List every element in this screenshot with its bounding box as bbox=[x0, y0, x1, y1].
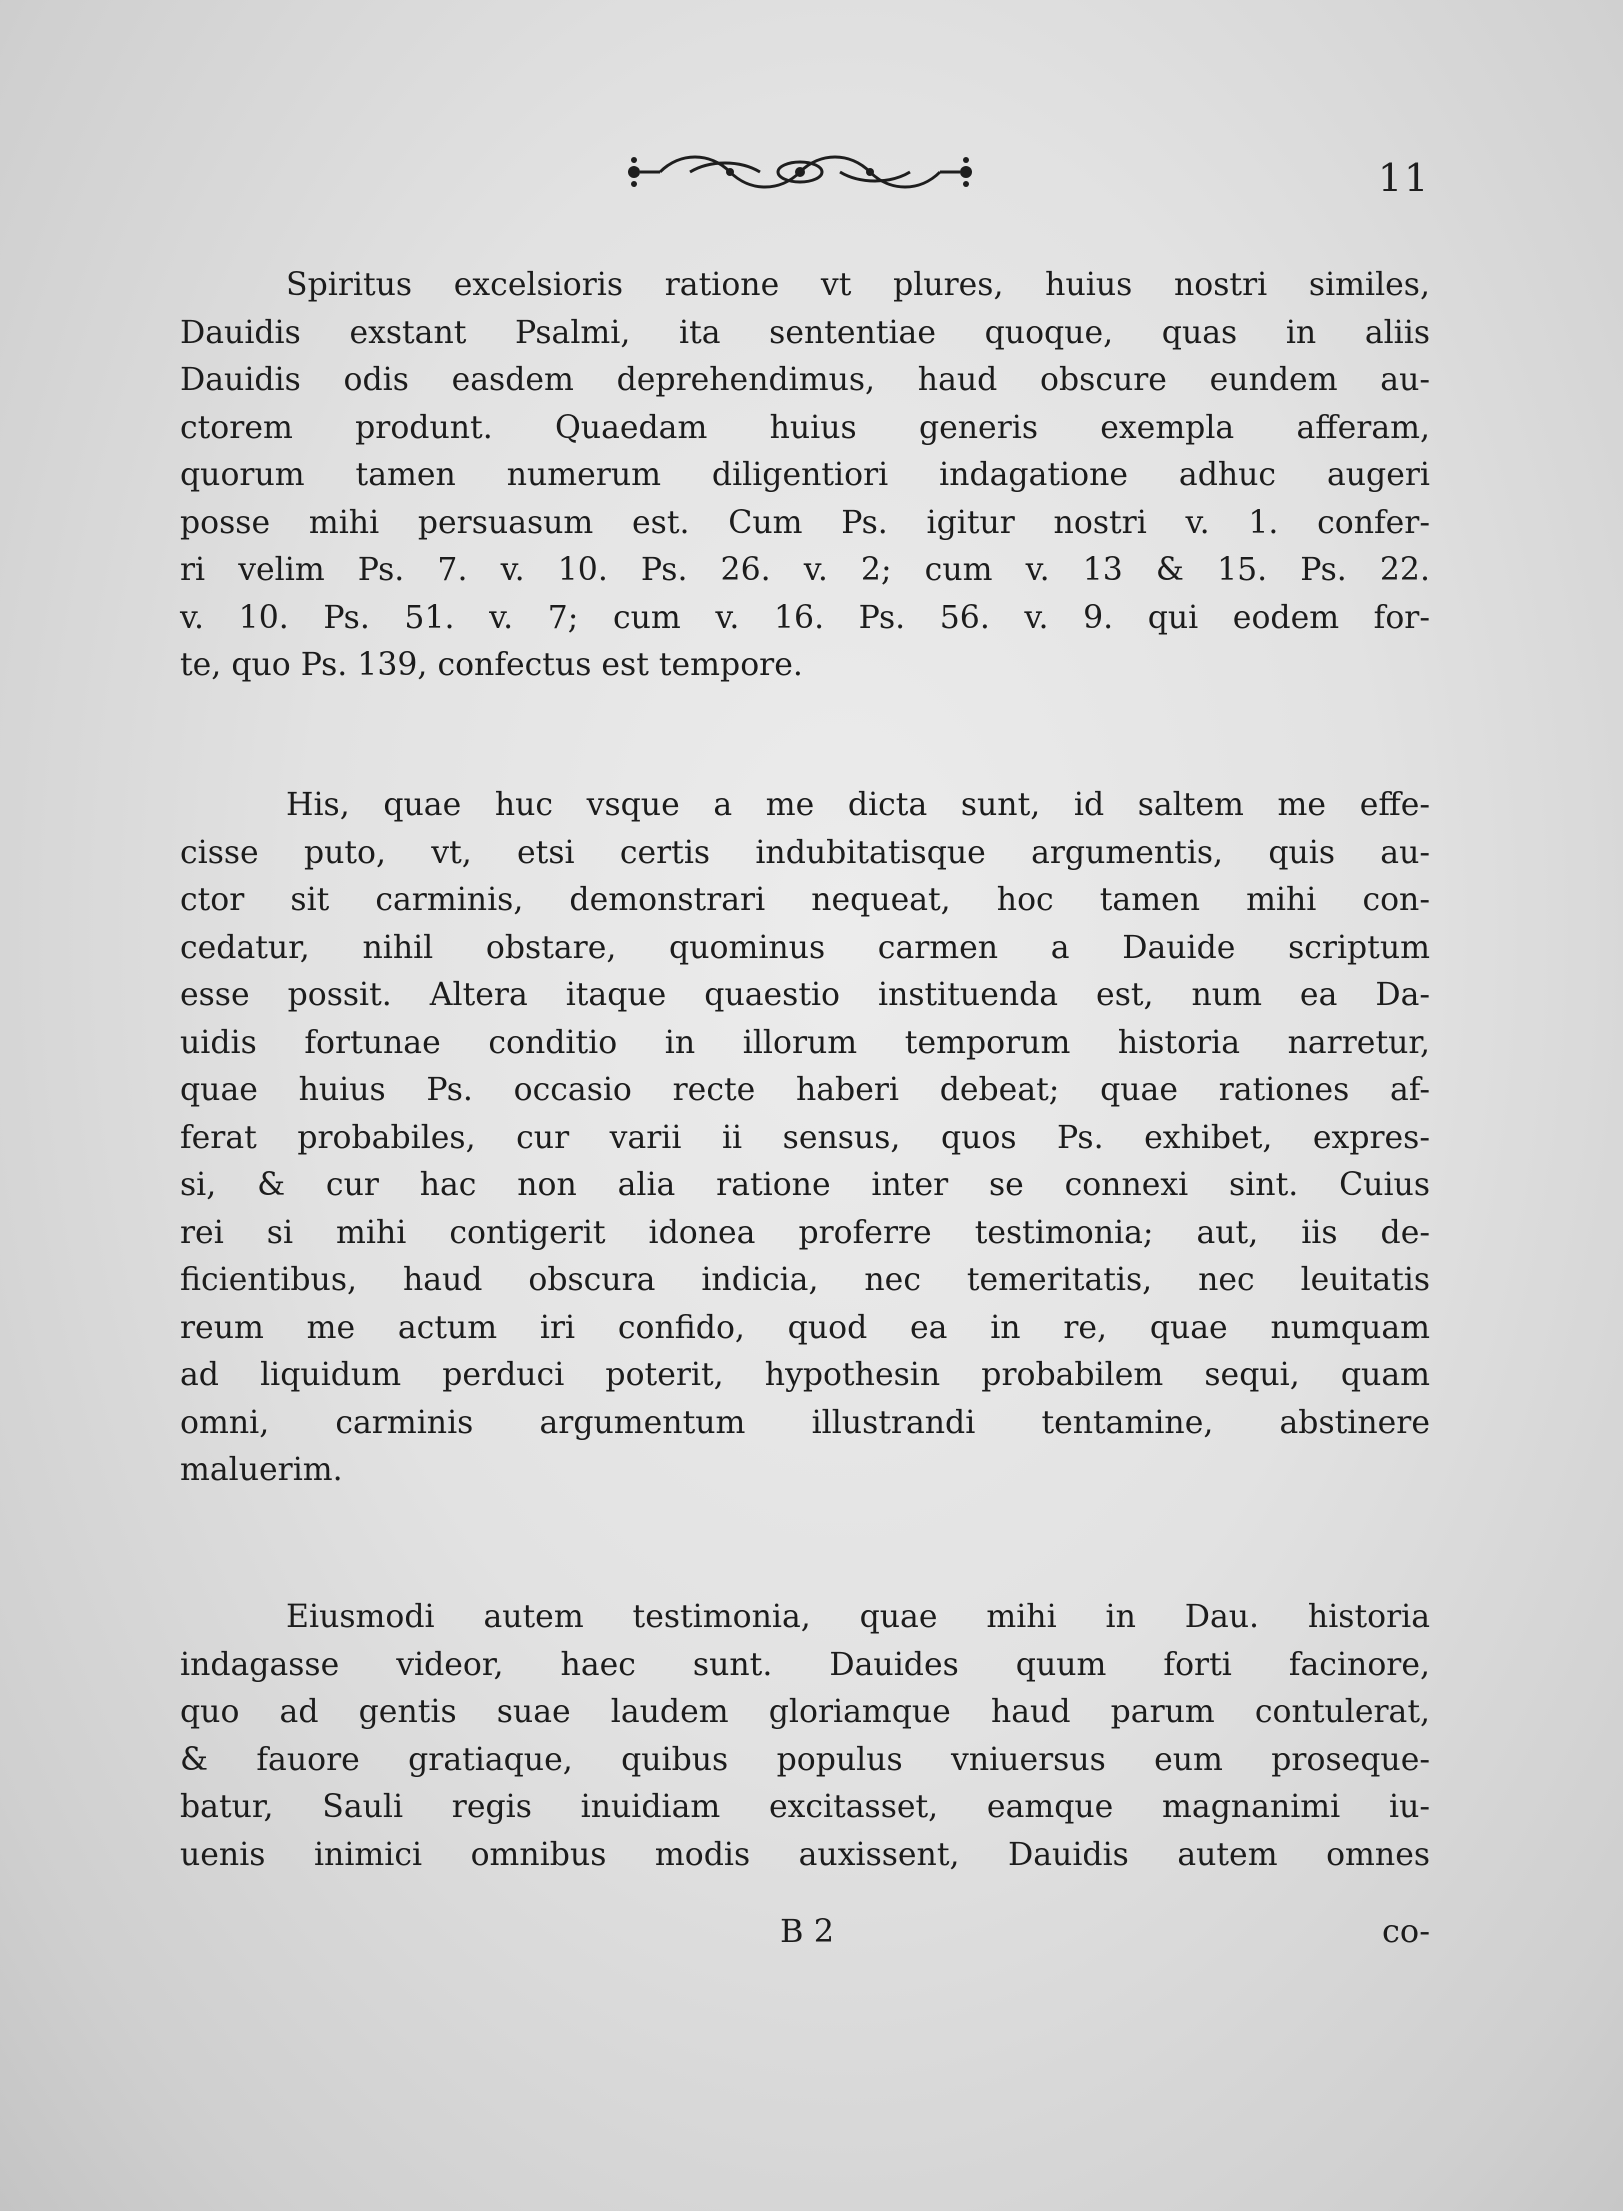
text-line: indagasse videor, haec sunt. Dauides quum forti facinore, bbox=[180, 1646, 1430, 1683]
text-line: si, & cur hac non alia ratione inter se connexi sint. Cuius bbox=[180, 1167, 1430, 1203]
text-line: quorum tamen numerum diligentiori indagatione adhuc augeri bbox=[180, 457, 1430, 493]
text-line: te, quo Ps. 139, confectus est tempore. bbox=[180, 647, 803, 683]
text-line: uidis fortunae conditio in illorum temporum historia narretur, bbox=[180, 1024, 1430, 1061]
paragraph-1 bbox=[180, 262, 1430, 690]
text-line: ctor sit carminis, demonstrari nequeat, hoc tamen mihi con- bbox=[180, 882, 1430, 918]
signature-mark: B 2 bbox=[780, 1912, 835, 1950]
text-line: ctorem produnt. Quaedam huius generis exempla afferam, bbox=[180, 409, 1430, 446]
text-line: Spiritus excelsioris ratione vt plures, huius nostri similes, bbox=[286, 267, 1430, 303]
text-line: Dauidis odis easdem deprehendimus, haud obscure eundem au- bbox=[180, 362, 1430, 398]
text-line: rei si mihi contigerit idonea proferre testimonia; aut, iis de- bbox=[180, 1214, 1430, 1251]
text-line: cisse puto, vt, etsi certis indubitatisque argumentis, quis au- bbox=[180, 834, 1430, 871]
text-line: Eiusmodi autem testimonia, quae mihi in Dau. historia bbox=[286, 1599, 1430, 1635]
page-number: 11 bbox=[1378, 156, 1431, 200]
text-line: ad liquidum perduci poterit, hypothesin probabilem sequi, quam bbox=[180, 1357, 1430, 1393]
page-footer bbox=[180, 1912, 1430, 1962]
text-line: quae huius Ps. occasio recte haberi debeat; quae rationes af- bbox=[180, 1072, 1430, 1108]
text-line: ri velim Ps. 7. v. 10. Ps. 26. v. 2; cum v. 13 & 15. Ps. 22. bbox=[180, 552, 1430, 588]
text-line: esse possit. Altera itaque quaestio instituenda est, num ea Da- bbox=[180, 977, 1430, 1013]
floral-headpiece-ornament-icon bbox=[620, 142, 980, 202]
paragraph-3 bbox=[180, 1594, 1430, 1879]
text-line: ficientibus, haud obscura indicia, nec temeritatis, nec leuitatis bbox=[180, 1262, 1430, 1298]
text-line: maluerim. bbox=[180, 1452, 343, 1488]
text-line: uenis inimici omnibus modis auxissent, Dauidis autem omnes bbox=[180, 1836, 1430, 1873]
text-line: & fauore gratiaque, quibus populus vniuersus eum proseque- bbox=[180, 1741, 1430, 1778]
text-line: ferat probabiles, cur varii ii sensus, quos Ps. exhibet, expres- bbox=[180, 1119, 1430, 1156]
text-line: posse mihi persuasum est. Cum Ps. igitur nostri v. 1. confer- bbox=[180, 504, 1430, 541]
text-line: v. 10. Ps. 51. v. 7; cum v. 16. Ps. 56. v. 9. qui eodem for- bbox=[180, 599, 1430, 636]
text-line: His, quae huc vsque a me dicta sunt, id saltem me effe- bbox=[286, 787, 1430, 823]
text-line: Dauidis exstant Psalmi, ita sententiae quoque, quas in aliis bbox=[180, 314, 1430, 351]
text-line: omni, carminis argumentum illustrandi tentamine, abstinere bbox=[180, 1404, 1430, 1441]
text-line: cedatur, nihil obstare, quominus carmen a Dauide scriptum bbox=[180, 929, 1430, 966]
catchword: co- bbox=[1382, 1912, 1430, 1950]
text-line: quo ad gentis suae laudem gloriamque haud parum contulerat, bbox=[180, 1694, 1430, 1730]
paragraph-2 bbox=[180, 782, 1430, 1495]
text-line: reum me actum iri confido, quod ea in re, quae numquam bbox=[180, 1309, 1430, 1346]
text-line: batur, Sauli regis inuidiam excitasset, eamque magnanimi iu- bbox=[180, 1789, 1430, 1825]
